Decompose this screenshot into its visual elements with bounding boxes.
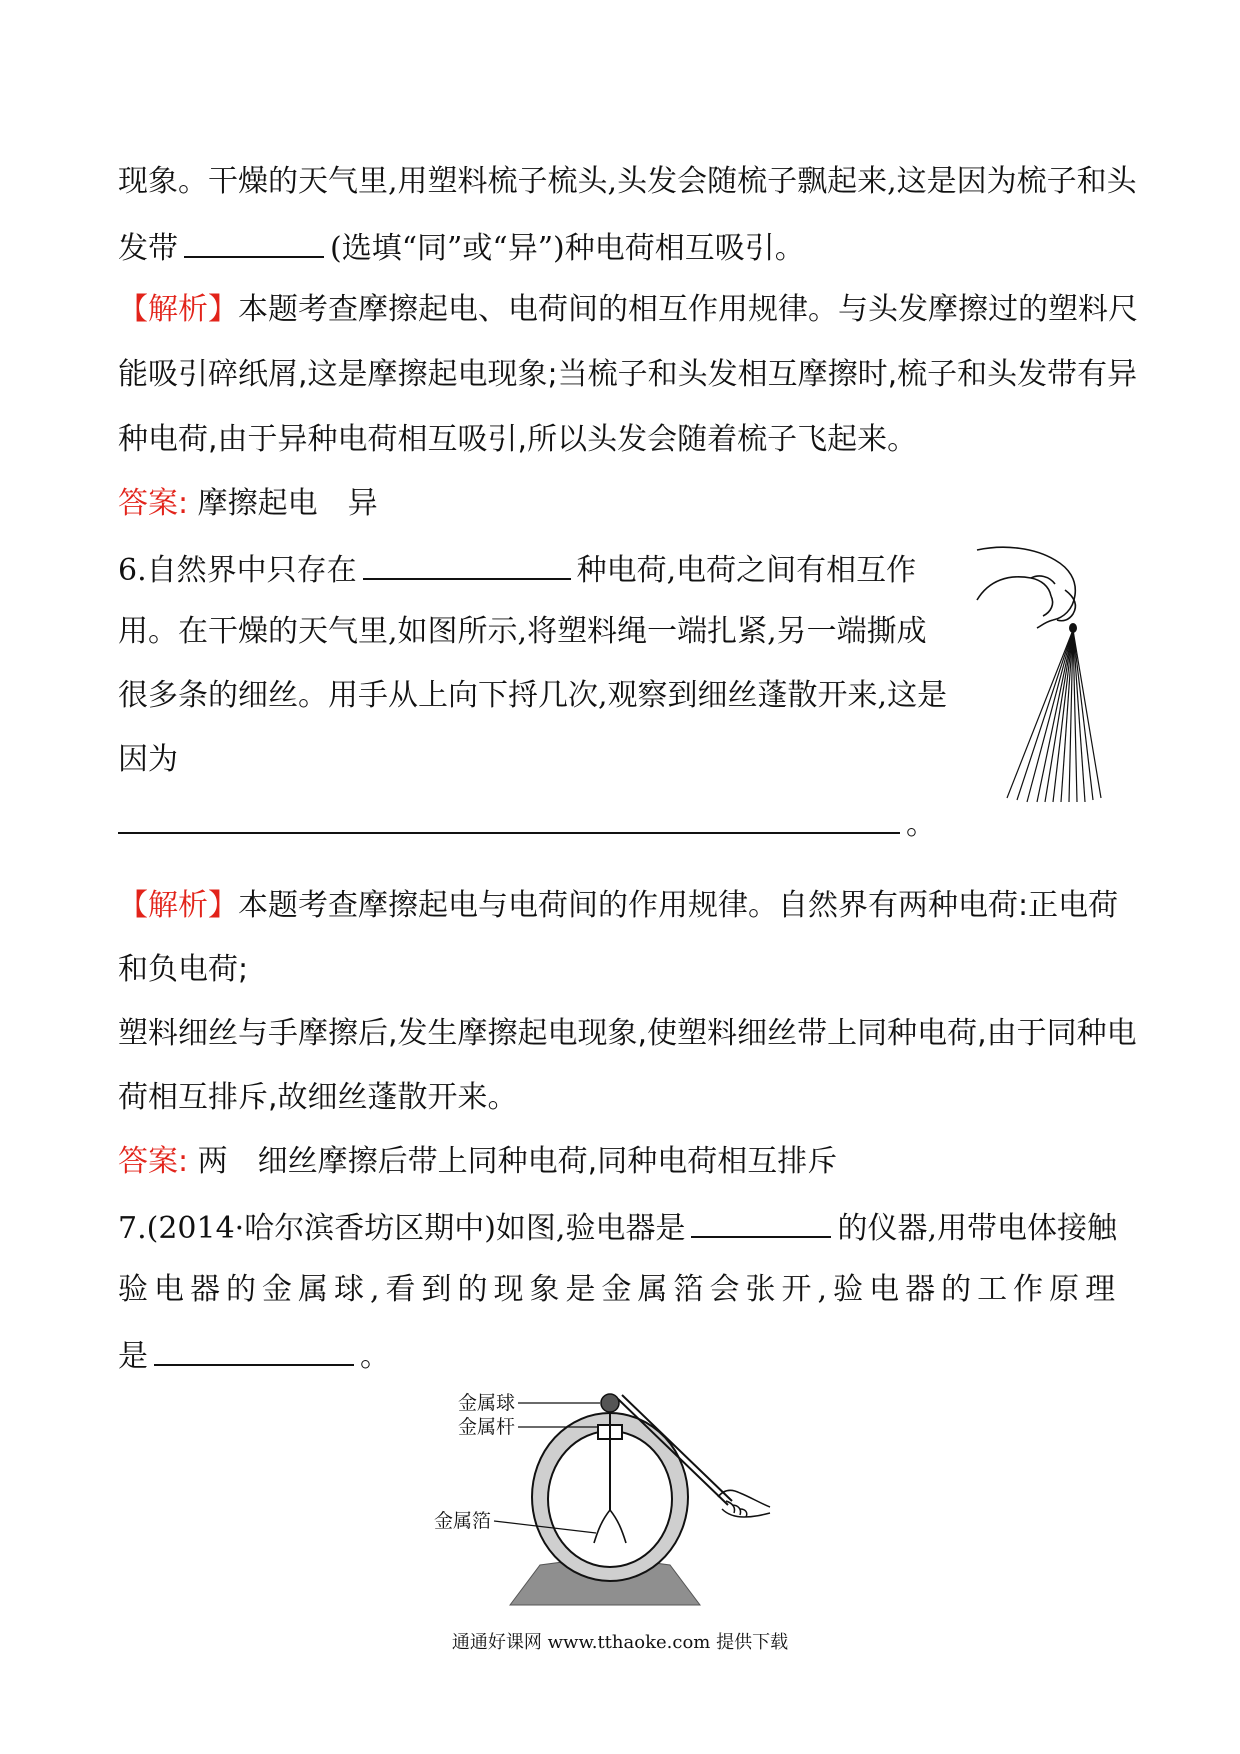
a5-text-3: 种电荷,由于异种电荷相互吸引,所以头发会随着梳子飞起来。 — [118, 422, 918, 457]
q7-text-1a: 7.(2014·哈尔滨香坊区期中)如图,验电器是 — [118, 1211, 686, 1246]
a5-answer-text: 摩擦起电 异 — [197, 486, 378, 521]
a5-line-2 — [118, 355, 1137, 395]
a6-text-3: 塑料细丝与手摩擦后,发生摩擦起电现象,使塑料细丝带上同种电荷,由于同种电 — [118, 1016, 1137, 1051]
a6-line-3 — [118, 1014, 1137, 1054]
a6-answer — [118, 1142, 837, 1182]
a5-analysis-label: 【解析】 — [118, 292, 238, 327]
q7-text-2: 验电器的金属球,看到的现象是金属箔会张开,验电器的工作原理 — [118, 1272, 1122, 1307]
q6-text-2: 用。在干燥的天气里,如图所示,将塑料绳一端扎紧,另一端撕成 — [118, 614, 927, 649]
q6-text-3: 很多条的细丝。用手从上向下捋几次,观察到细丝蓬散开来,这是 — [118, 678, 948, 713]
q7-line-3 — [118, 1334, 390, 1374]
label-metal-foil: 金属箔 — [434, 1510, 492, 1532]
q7-line-2 — [118, 1270, 1121, 1310]
electroscope-figure — [434, 1385, 780, 1610]
a5-line-3 — [118, 420, 917, 460]
a6-text-1: 本题考查摩擦起电与电荷间的作用规律。自然界有两种电荷:正电荷 — [238, 888, 1119, 923]
q6-line-2 — [118, 612, 927, 652]
q6-line-4 — [118, 740, 178, 780]
a6-line-2 — [118, 950, 248, 990]
q5-answer-blank[interactable] — [184, 226, 324, 258]
a6-line-1 — [118, 886, 1118, 926]
q6-text-1b: 种电荷,电荷之间有相互作 — [576, 553, 917, 588]
q6-line-5 — [118, 802, 936, 842]
q5-text-2b: (选填“同”或“异”)种电荷相互吸引。 — [330, 231, 805, 266]
a5-text-2: 能吸引碎纸屑,这是摩擦起电现象;当梳子和头发相互摩擦时,梳子和头发带有异 — [118, 357, 1138, 392]
q7-answer-blank-2[interactable] — [154, 1334, 354, 1366]
strands — [1007, 630, 1101, 802]
a6-analysis-label: 【解析】 — [118, 888, 238, 923]
a6-text-4: 荷相互排斥,故细丝蓬散开来。 — [118, 1080, 518, 1115]
page-footer — [0, 1628, 1240, 1654]
plastic-strands-figure — [965, 540, 1105, 810]
q6-text-1a: 6.自然界中只存在 — [118, 553, 357, 588]
q6-line-3 — [118, 676, 947, 716]
q7-line-1 — [118, 1206, 1117, 1246]
q7-text-3a: 是 — [118, 1339, 148, 1374]
footer-text: 通通好课网 www.tthaoke.com 提供下载 — [451, 1632, 789, 1653]
q5-line-1 — [118, 162, 1137, 202]
a6-answer-text: 两 细丝摩擦后带上同种电荷,同种电荷相互排斥 — [197, 1144, 838, 1179]
a5-text-1: 本题考查摩擦起电、电荷间的相互作用规律。与头发摩擦过的塑料尺 — [238, 292, 1138, 327]
strand-knot — [1069, 623, 1077, 633]
a5-line-1 — [118, 290, 1138, 330]
a6-line-4 — [118, 1078, 518, 1118]
q6-line-1 — [118, 548, 916, 588]
metal-ball — [601, 1394, 619, 1412]
q7-answer-blank-1[interactable] — [691, 1206, 831, 1238]
q7-text-3b: 。 — [360, 1339, 390, 1374]
q6-answer-blank-1[interactable] — [363, 548, 571, 580]
q7-text-1b: 的仪器,用带电体接触 — [837, 1211, 1117, 1246]
label-metal-rod: 金属杆 — [458, 1416, 516, 1438]
a6-text-2: 和负电荷; — [118, 952, 249, 987]
hand-icon — [977, 547, 1075, 628]
q5-text-2a: 发带 — [118, 231, 178, 266]
label-metal-ball: 金属球 — [458, 1392, 516, 1414]
q6-text-4: 因为 — [118, 742, 178, 777]
a5-answer — [118, 484, 378, 524]
q6-text-5-end: 。 — [906, 807, 936, 842]
a5-answer-label: 答案: — [118, 486, 189, 521]
q6-answer-blank-2[interactable] — [118, 802, 900, 834]
q5-line-2 — [118, 226, 805, 266]
q5-text-1: 现象。干燥的天气里,用塑料梳子梳头,头发会随梳子飘起来,这是因为梳子和头 — [118, 164, 1137, 199]
a6-answer-label: 答案: — [118, 1144, 189, 1179]
